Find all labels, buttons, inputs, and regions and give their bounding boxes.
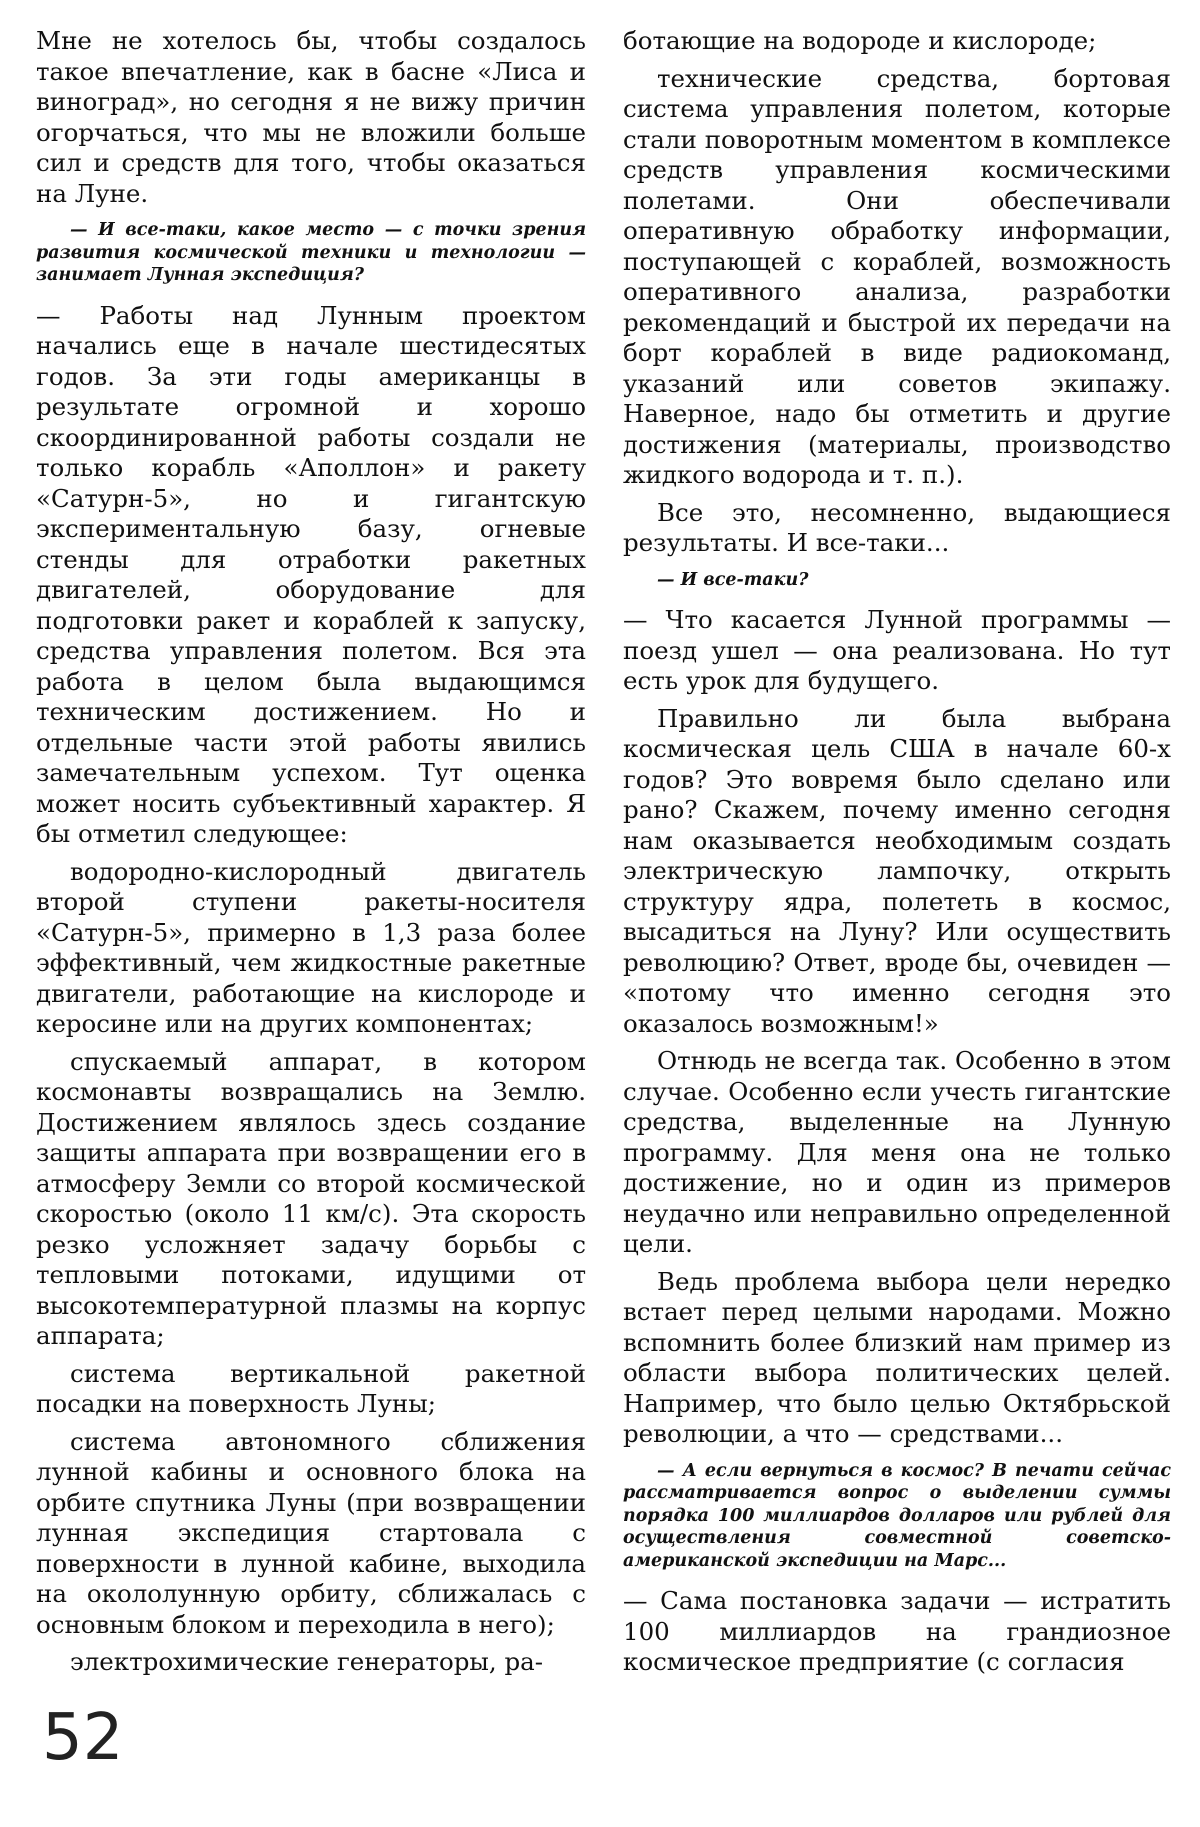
paragraph: Правильно ли была выбрана космическая цель США в начале 60-х годов? Это вовремя было сделано или рано? Скажем, почему именно сегодня нам оказывается необходимым создать электрическую лампочку, открыть структуру ядра, полететь в космос, высадиться на Луну? Или осуществить революцию? Ответ, вроде бы, очевиден — «потому что именно сегодня это оказалось возможным!»	[623, 703, 1171, 1038]
paragraph: технические средства, бортовая система управления полетом, которые стали поворотным моментом в комплексе средств управления космическими полетами. Они обеспечивали оперативную обработку информации, поступающей с кораблей, возможность оперативного анализа, разработки рекомендаций и быстрой их передачи на борт кораблей в виде радиокоманд, указаний или советов экипажу. Наверное, надо бы отметить и другие достижения (материалы, производство жидкого водорода и т. п.).	[623, 63, 1171, 489]
interviewer-question: — А если вернуться в космос? В печати сейчас рассматривается вопрос о выделении суммы порядка 100 миллиардов долларов или рублей для осуществления совместной советско-американской экспедиции на Марс...	[623, 1460, 1171, 1571]
paragraph: электрохимические генераторы, ра-	[70, 1647, 544, 1676]
paragraph: — Сама постановка задачи — истратить 100 миллиардов на грандиозное космическое предприятие (с согласия	[623, 1586, 1171, 1676]
paragraph: система вертикальной ракетной посадки на поверхность Луны;	[36, 1358, 586, 1418]
interviewer-question: — И все-таки?	[657, 569, 809, 590]
paragraph: Ведь проблема выбора цели нередко встает перед целыми народами. Можно вспомнить более близкий нам пример из области выбора политических целей. Например, что было целью Октябрьской революции, а что — средствами...	[623, 1266, 1171, 1448]
interviewer-question: — И все-таки, какое место — с точки зрения развития космической техники и технологии — занимает Лунная экспедиция?	[36, 220, 586, 285]
page-number: 52	[42, 1701, 124, 1775]
paragraph: — Что касается Лунной программы — поезд ушел — она реализована. Но тут есть урок для будущего.	[623, 605, 1171, 695]
paragraph: Мне не хотелось бы, чтобы создалось такое впечатление, как в басне «Лиса и виноград», но сегодня я не вижу причин огорчаться, что мы не вложили больше сил и средств для того, чтобы оказаться на Луне.	[36, 26, 586, 208]
right-column	[623, 26, 1171, 1685]
paragraph: водородно-кислородный двигатель второй ступени ракеты-носителя «Сатурн-5», примерно в 1,3 раза более эффективный, чем жидкостные ракетные двигатели, работающие на кислороде и керосине или на других компонентах;	[36, 856, 586, 1038]
paragraph: Все это, несомненно, выдающиеся результаты. И все-таки...	[623, 497, 1171, 557]
paragraph: ботающие на водороде и кислороде;	[623, 26, 1097, 55]
paragraph: Отнюдь не всегда так. Особенно в этом случае. Особенно если учесть гигантские средства, выделенные на Лунную программу. Для меня она не только достижение, но и один из примеров неудачно или неправильно определенной цели.	[623, 1046, 1171, 1258]
left-column	[36, 26, 586, 1685]
paragraph: спускаемый аппарат, в котором космонавты возвращались на Землю. Достижением являлось здесь создание защиты аппарата при возвращении его в атмосферу Земли со второй космической скоростью (около 11 км/с). Эта скорость резко усложняет задачу борьбы с тепловыми потоками, идущими от высокотемпературной плазмы на корпус аппарата;	[36, 1046, 586, 1350]
paragraph: — Работы над Лунным проектом начались еще в начале шестидесятых годов. За эти годы американцы в результате огромной и хорошо скоординированной работы создали не только корабль «Аполлон» и ракету «Сатурн-5», но и гигантскую экспериментальную базу, огневые стенды для отработки ракетных двигателей, оборудование для подготовки ракет и кораблей к запуску, средства управления полетом. Вся эта работа в целом была выдающимся техническим достижением. Но и отдельные части этой работы явились замечательным успехом. Тут оценка может носить субъективный характер. Я бы отметил следующее:	[36, 300, 586, 848]
paragraph: система автономного сближения лунной кабины и основного блока на орбите спутника Луны (при возвращении лунная экспедиция стартовала с поверхности в лунной кабине, выходила на окололунную орбиту, сближалась с основным блоком и переходила в него);	[36, 1426, 586, 1639]
